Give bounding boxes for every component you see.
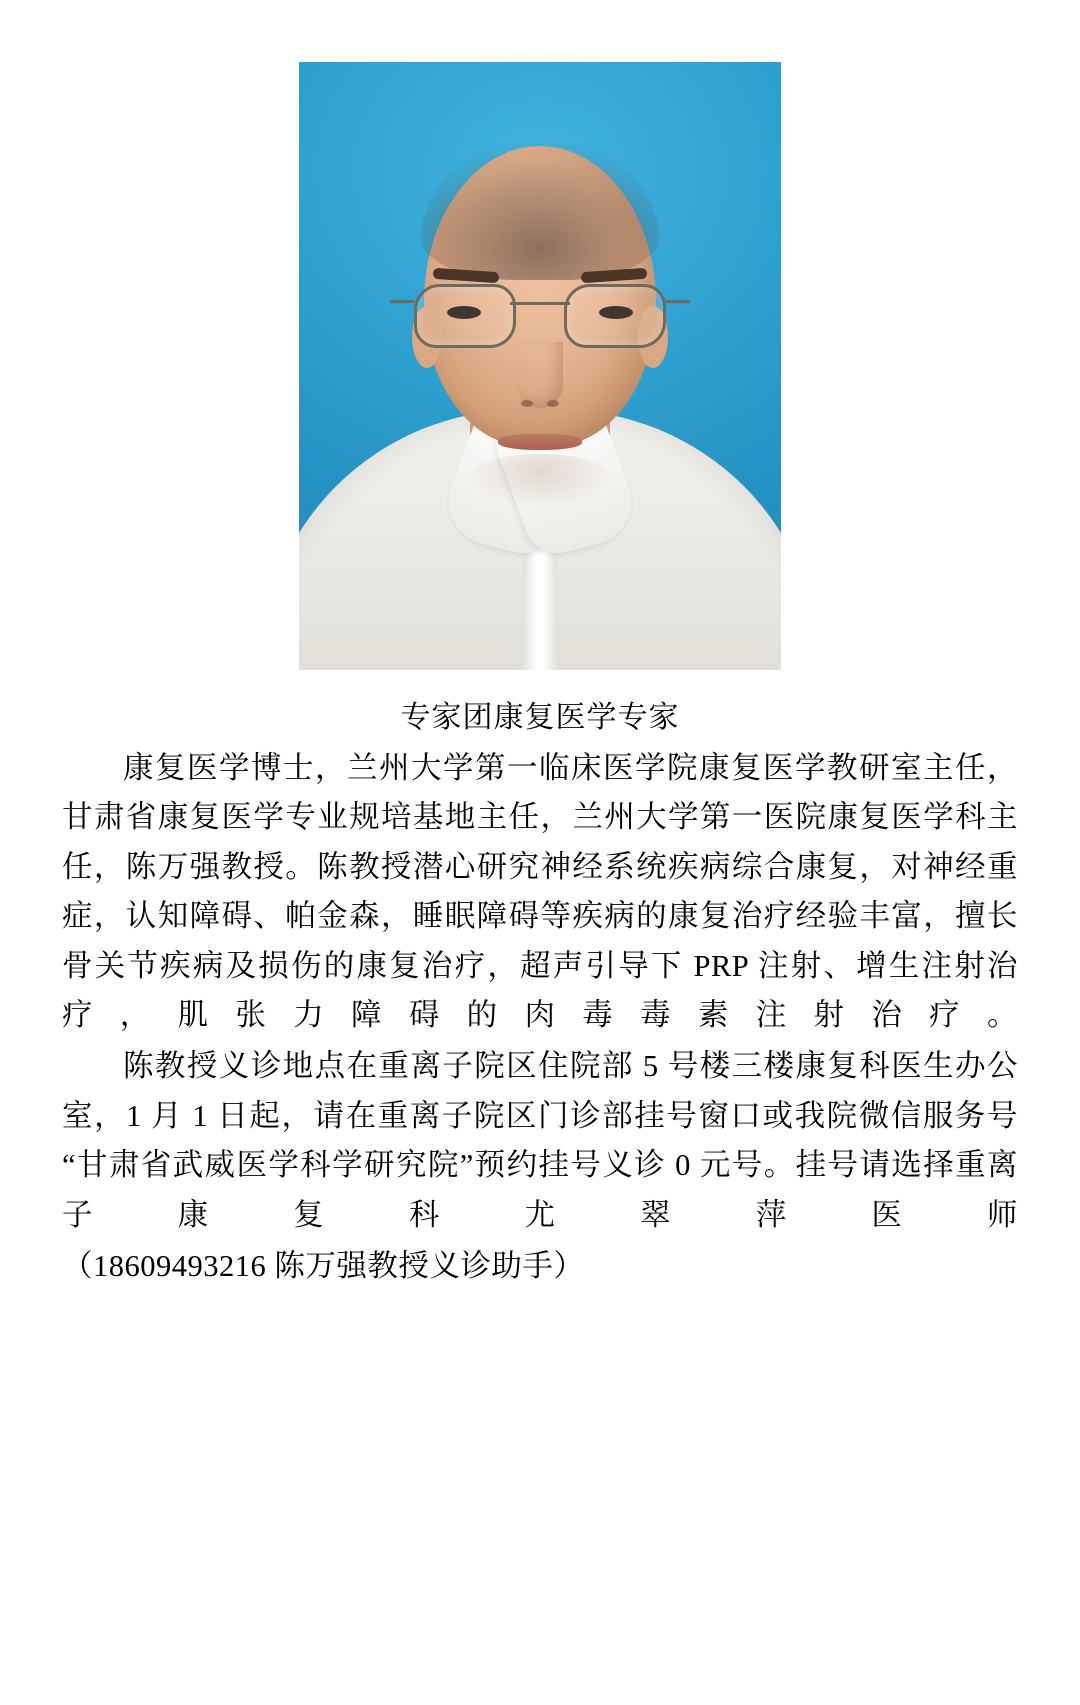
glasses-temple-right: [666, 300, 690, 303]
paragraph-contact: （18609493216 陈万强教授义诊助手）: [62, 1249, 585, 1284]
paragraph-clinic-info: 陈教授义诊地点在重离子院区住院部 5 号楼三楼康复科医生办公室，1 月 1 日起，请在重离子院区门诊部挂号窗口或我院微信服务号“甘肃省武威医学科学研究院”预约挂号义诊 0 元号。挂号请选择重离子康复科尤翠萍医师: [62, 1049, 1018, 1232]
mouth-shape: [498, 434, 582, 450]
expert-title: 专家团康复医学专家: [400, 701, 680, 734]
glasses-temple-left: [390, 300, 414, 303]
glasses-lens-left: [414, 284, 516, 348]
expert-portrait-photo: [299, 62, 781, 670]
body-text: [62, 744, 1018, 1291]
glasses-lens-right: [564, 284, 666, 348]
glasses-icon: [414, 284, 666, 346]
glasses-bridge: [510, 302, 570, 305]
nose-shape: [517, 342, 563, 408]
paragraph-intro: 康复医学博士，兰州大学第一临床医学院康复医学教研室主任，甘肃省康复医学专业规培基地主任，兰州大学第一医院康复医学科主任，陈万强教授。陈教授潜心研究神经系统疾病综合康复，对神经重症，认知障碍、帕金森，睡眠障碍等疾病的康复治疗经验丰富，擅长骨关节疾病及损伤的康复治疗，超声引导下 PRP 注射、增生注射治疗，肌张力障碍的肉毒毒素注射治疗。: [62, 751, 1018, 1033]
nostril-right: [547, 400, 559, 407]
nostril-left: [521, 400, 533, 407]
chin-shading: [465, 454, 615, 508]
portrait-container: [62, 0, 1018, 670]
